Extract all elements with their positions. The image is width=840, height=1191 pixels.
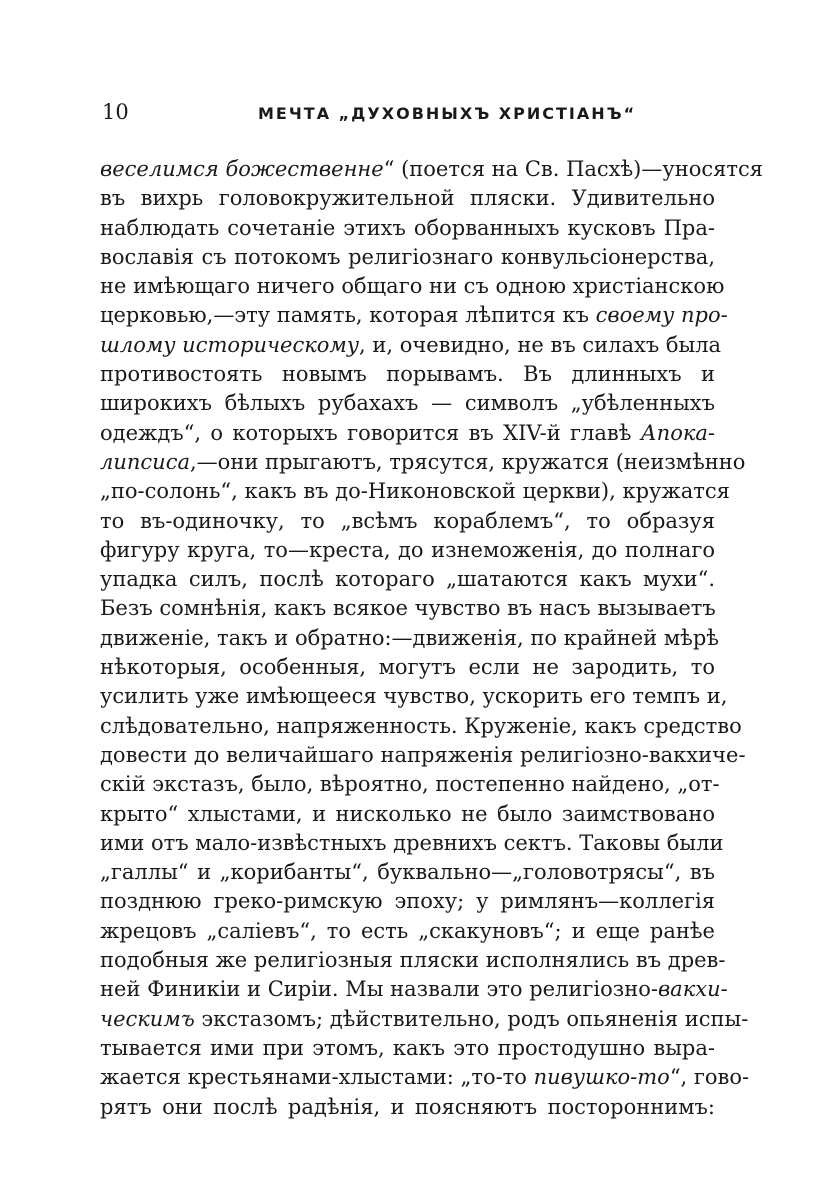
text-segment: ней Финикіи и Сиріи. Мы назвали это религіозно-: [100, 977, 658, 1002]
page-number: 10: [102, 100, 129, 124]
text-segment: довести до величайшаго напряженія религіозно-вакхиче-: [100, 742, 746, 767]
text-line: [100, 419, 715, 448]
text-segment: позднюю греко-римскую эпоху; у римлянъ—коллегія: [100, 889, 715, 914]
text-segment: упадка силъ, послѣ котораго „шатаются какъ мухи“.: [100, 567, 715, 592]
text-line: [100, 1093, 715, 1122]
text-line: [100, 917, 715, 946]
body-text: [100, 155, 764, 1122]
text-segment: наблюдать сочетаніе этихъ оборванныхъ кусковъ Пра-: [100, 215, 715, 240]
text-line: [100, 1034, 715, 1063]
text-segment: , и, очевидно, не въ силахъ была: [359, 332, 722, 357]
text-line: [100, 829, 724, 858]
text-segment: экстазомъ; дѣйствительно, родъ опьяненія испы-: [194, 1006, 749, 1031]
italic-segment: ческимъ: [100, 1006, 195, 1031]
text-segment: ими отъ мало-извѣстныхъ древнихъ сектъ. Таковы были: [100, 830, 724, 855]
text-segment: скій экстазъ, было, вѣроятно, постепенно найдено, „от-: [100, 772, 720, 797]
text-line: [100, 1005, 749, 1034]
text-line: [100, 214, 715, 243]
text-line: [100, 301, 728, 330]
text-line: [100, 946, 726, 975]
text-segment: одеждъ“, о которыхъ говорится въ XIV-й главѣ: [100, 420, 641, 445]
text-line: [100, 331, 722, 360]
text-segment: подобныя же религіозныя пляски исполнялись въ древ-: [100, 948, 726, 973]
text-segment: „по-солонь“, какъ въ до-Никоновской церкви), кружатся: [100, 479, 730, 504]
text-line: [100, 887, 715, 916]
text-segment: усилить уже имѣющееся чувство, ускорить его темпъ и,: [100, 684, 728, 709]
text-segment: жрецовъ „саліевъ“, то есть „скакуновъ“; и еще ранѣе: [100, 918, 715, 943]
text-line: [100, 682, 728, 711]
italic-segment: своему про-: [595, 303, 728, 328]
text-line: [100, 858, 715, 887]
text-segment: церковью,—эту память, которая лѣпится къ: [100, 303, 596, 328]
text-line: [100, 360, 715, 389]
text-segment: въ вихрь головокружительной пляски. Удивительно: [100, 186, 715, 211]
italic-segment: веселимся божественне: [100, 157, 384, 181]
italic-segment: вакхи-: [657, 977, 728, 1002]
text-line: [100, 565, 715, 594]
italic-segment: пивушко-то: [533, 1065, 670, 1090]
text-line: [100, 155, 764, 184]
text-line: [100, 243, 715, 272]
text-segment: движеніе, такъ и обратно:—движенія, по крайней мѣрѣ: [100, 625, 719, 650]
text-segment: „галлы“ и „корибанты“, буквально—„головотрясы“, въ: [100, 860, 715, 885]
text-segment: фигуру круга, то—креста, до изнеможенія, до полнаго: [100, 537, 715, 562]
text-line: [100, 594, 715, 623]
text-segment: жается крестьянами-хлыстами: „то-то: [100, 1065, 534, 1090]
text-segment: “ (поется на Св. Пасхѣ)—уносятся: [383, 157, 764, 181]
text-line: [100, 712, 742, 741]
italic-segment: шлому историческому: [100, 332, 360, 357]
text-segment: крыто“ хлыстами, и нисколько не было заимствовано: [100, 801, 715, 826]
text-segment: тывается ими при этомъ, какъ это простодушно выра-: [100, 1035, 715, 1060]
text-line: [100, 800, 715, 829]
italic-segment: липсиса: [100, 449, 190, 474]
text-segment: то въ-одиночку, то „всѣмъ кораблемъ“, то образуя: [100, 508, 715, 533]
text-line: [100, 975, 728, 1004]
text-line: [100, 272, 725, 301]
text-segment: рятъ они послѣ радѣнія, и поясняютъ постороннимъ:: [100, 1094, 715, 1119]
text-segment: широкихъ бѣлыхъ рубахахъ — символъ „убѣленныхъ: [100, 391, 715, 416]
text-segment: нѣкоторыя, особенныя, могутъ если не зародить, то: [100, 655, 715, 680]
text-line: [100, 770, 720, 799]
text-segment: слѣдовательно, напряженность. Круженіе, какъ средство: [100, 713, 742, 738]
text-line: [100, 536, 715, 565]
running-title: МЕЧТА „ДУХОВНЫХЪ ХРИСТІАНЪ“: [258, 104, 637, 123]
text-line: [100, 448, 746, 477]
text-line: [100, 184, 715, 213]
text-segment: Безъ сомнѣнія, какъ всякое чувство въ насъ вызываетъ: [100, 596, 716, 621]
text-line: [100, 741, 746, 770]
text-line: [100, 653, 715, 682]
text-line: [100, 1063, 750, 1092]
text-segment: “, гово-: [669, 1065, 750, 1090]
text-line: [100, 477, 730, 506]
text-line: [100, 507, 715, 536]
text-line: [100, 389, 715, 418]
italic-segment: Апока-: [640, 420, 715, 445]
text-line: [100, 624, 719, 653]
text-segment: не имѣющаго ничего общаго ни съ одною христіанскою: [100, 274, 725, 299]
text-segment: вославія съ потокомъ религіознаго конвульсіонерства,: [100, 244, 715, 269]
text-segment: противостоять новымъ порывамъ. Въ длинныхъ и: [100, 362, 715, 387]
text-segment: ,—они прыгаютъ, трясутся, кружатся (неизмѣнно: [190, 449, 746, 474]
